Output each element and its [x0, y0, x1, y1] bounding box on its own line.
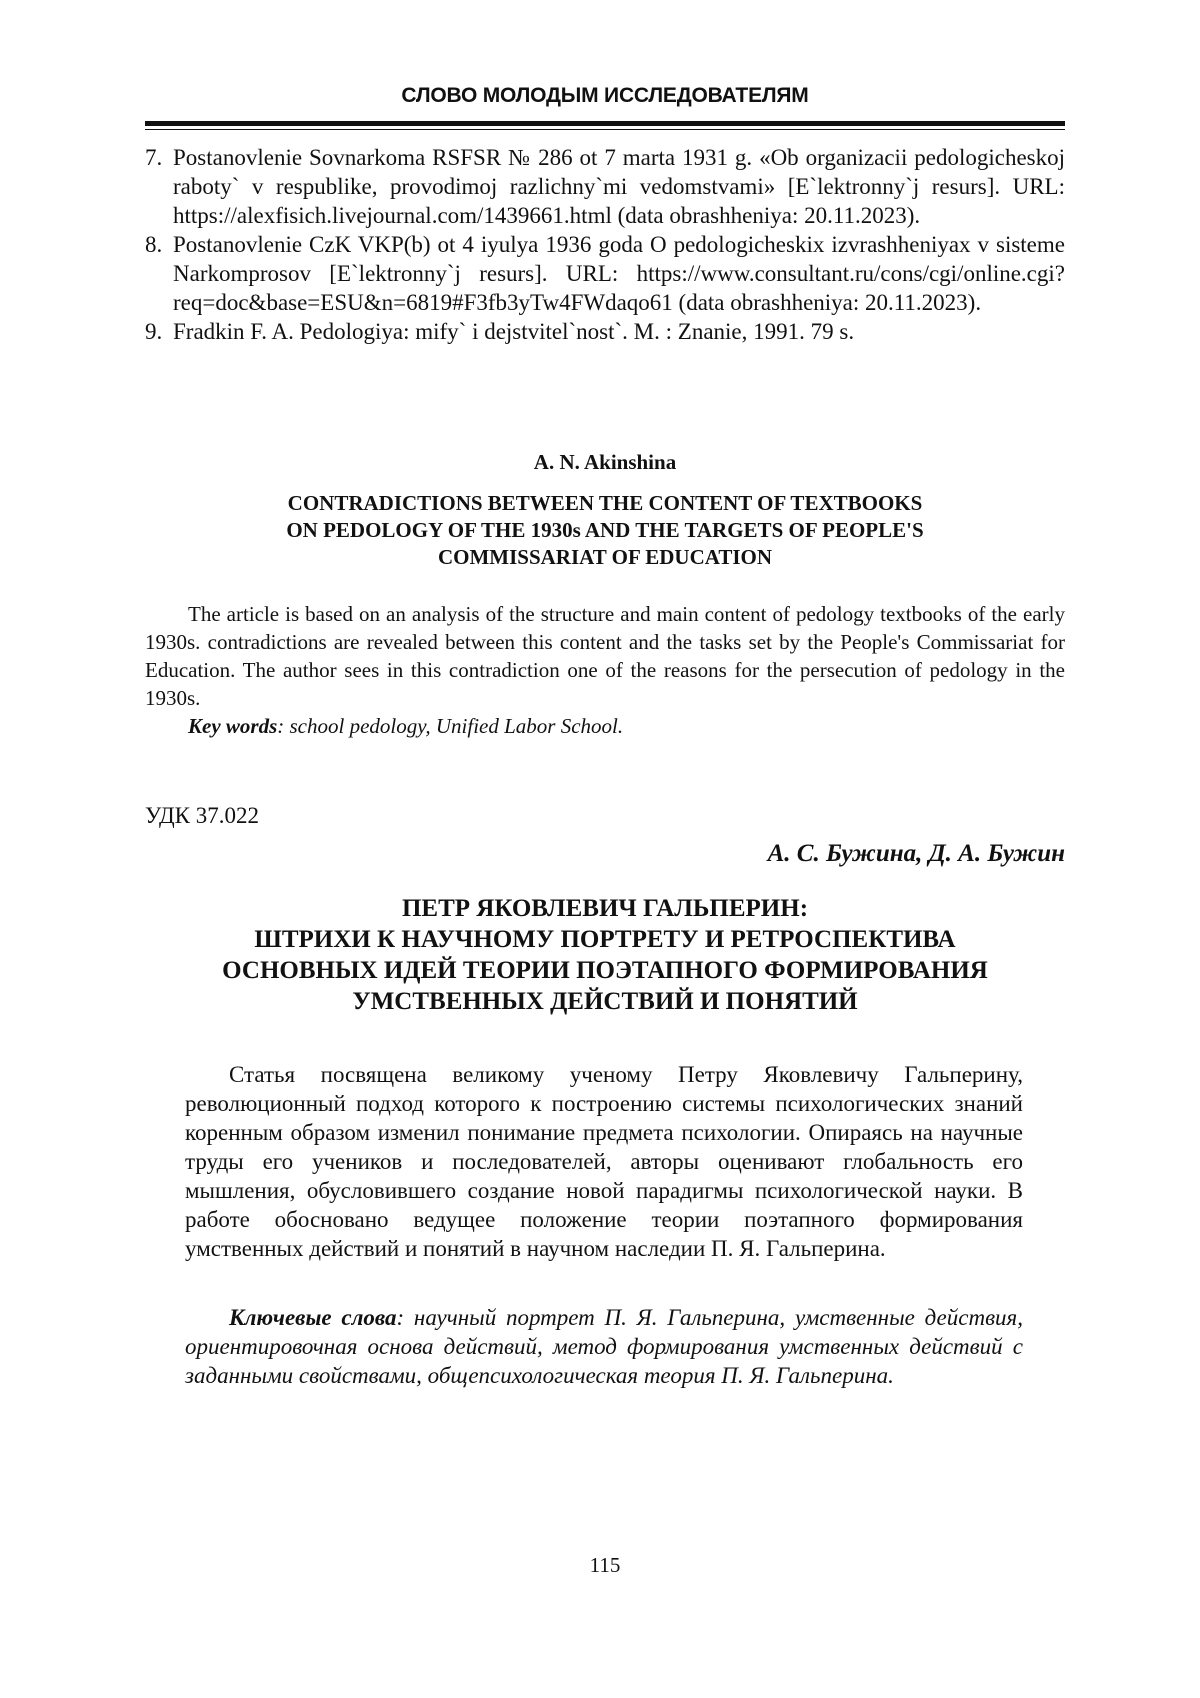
reference-number: 9. — [145, 319, 163, 344]
en-keywords-label: Key words — [188, 714, 278, 738]
ru-title-line: ПЕТР ЯКОВЛЕВИЧ ГАЛЬПЕРИН: — [401, 895, 809, 922]
ru-title-line: УМСТВЕННЫХ ДЕЙСТВИЙ И ПОНЯТИЙ — [352, 988, 858, 1015]
ru-article-abstract: Статья посвящена великому ученому Петру Яковлевичу Гальперину, революционный подход которого к построению системы психологических знаний коренным образом изменил понимание предмета психологии. Опираясь на научные труды его учеников и последователей, авторы оценивают глобальность его мышления, обусловившего создание новой парадигмы психологической науки. В работе обосновано ведущее положение теории поэтапного формирования умственных действий и понятий в научном наследии П. Я. Гальперина. — [185, 1062, 1023, 1261]
ru-title-line: ОСНОВНЫХ ИДЕЙ ТЕОРИИ ПОЭТАПНОГО ФОРМИРОВАНИЯ — [222, 957, 988, 984]
reference-item — [145, 230, 1065, 317]
header-rule-thick — [145, 121, 1065, 126]
ru-article-title — [145, 893, 1065, 1017]
en-title-line: ON PEDOLOGY OF THE 1930s AND THE TARGETS OF PEOPLE'S — [286, 518, 924, 542]
reference-item — [145, 317, 1065, 346]
ru-title-line: ШТРИХИ К НАУЧНОМУ ПОРТРЕТУ И РЕТРОСПЕКТИВА — [254, 926, 956, 953]
reference-number: 7. — [145, 145, 163, 170]
header-rule-thin — [145, 129, 1065, 130]
en-article-keywords — [145, 712, 1065, 740]
en-article-abstract: The article is based on an analysis of the structure and main content of pedology textbooks of the early 1930s. contradictions are revealed between this content and the tasks set by the People's Commissariat for Education. The author sees in this contradiction one of the reasons for the persecution of pedology in the 1930s. — [145, 602, 1065, 710]
reference-text: Postanovlenie CzK VKP(b) ot 4 iyulya 1936 goda O pedologicheskix izvrashheniyax v sisteme Narkomprosov [E`lektronny`j resurs]. URL: https://www.consultant.ru/cons/cgi/online.cgi?req=doc&base=ESU&n=6819#F3fb3yTw4FWdaqo61 (data obrashheniya: 20.11.2023). — [173, 232, 1065, 315]
en-title-line: CONTRADICTIONS BETWEEN THE CONTENT OF TEXTBOOKS — [287, 491, 923, 515]
en-keywords-text: : school pedology, Unified Labor School. — [277, 714, 624, 738]
en-article-title — [145, 490, 1065, 571]
running-header: СЛОВО МОЛОДЫМ ИССЛЕДОВАТЕЛЯМ — [401, 84, 809, 107]
ru-keywords-label: Ключевые слова — [229, 1305, 397, 1330]
en-article-author: A. N. Akinshina — [533, 450, 677, 474]
page-number: 115 — [589, 1553, 621, 1577]
reference-item — [145, 143, 1065, 230]
reference-text: Fradkin F. A. Pedologiya: mify` i dejstvitel`nost`. M. : Znanie, 1991. 79 s. — [173, 319, 855, 344]
udk-code: УДК 37.022 — [145, 803, 259, 828]
reference-list — [145, 143, 1065, 346]
reference-text: Postanovlenie Sovnarkoma RSFSR № 286 ot 7 marta 1931 g. «Ob organizacii pedologicheskoj raboty` v respublike, provodimoj razlichny`mi vedomstvami» [E`lektronny`j resurs]. URL: https://alexfisich.livejournal.com/1439661.html (data obrashheniya: 20.11.2023). — [173, 145, 1065, 228]
reference-number: 8. — [145, 232, 163, 257]
en-title-line: COMMISSARIAT OF EDUCATION — [437, 545, 773, 569]
ru-article-authors: А. С. Бужина, Д. А. Бужин — [767, 840, 1065, 867]
ru-article-keywords — [185, 1303, 1023, 1390]
ru-keywords-text: : научный портрет П. Я. Гальперина, умственные действия, ориентировочная основа действий, метод формирования умственных действий с заданными свойствами, общепсихологическая теория П. Я. Гальперина. — [185, 1305, 1024, 1388]
